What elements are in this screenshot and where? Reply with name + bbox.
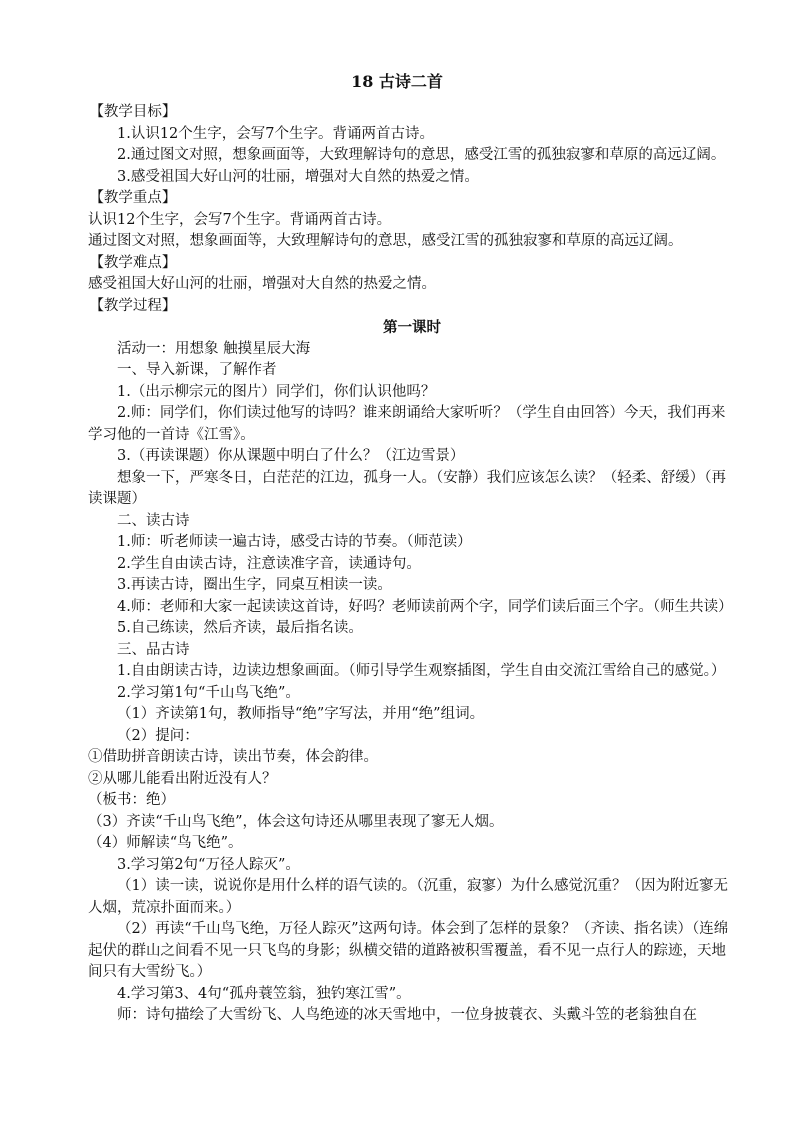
paragraph: 4.学习第3、4句“孤舟蓑笠翁，独钓寒江雪”。 (117, 985, 411, 1002)
paragraph: （1）齐读第1句，教师指导“绝”字写法，并用“绝”组词。 (117, 706, 485, 722)
paragraph: 2.师：同学们，你们读过他写的诗吗？谁来朗诵给大家听听？（学生自由回答）今天，我们再来学习他的一首诗《江雪》。 (88, 405, 726, 443)
page-title: 18 古诗二首 (351, 72, 443, 91)
paragraph: 1.认识12个生字，会写7个生字。背诵两首古诗。 (117, 125, 435, 142)
paragraph: 4.师：老师和大家一起读读这首诗，好吗？老师读前两个字，同学们读后面三个字。（师生共读） (117, 598, 733, 615)
paragraph: 师：诗句描绘了大雪纷飞、人鸟绝迹的冰天雪地中，一位身披蓑衣、头戴斗笠的老翁独自在 (117, 1007, 697, 1023)
paragraph: 3.（再读课题）你从课题中明白了什么？（江边雪景） (117, 448, 465, 464)
paragraph: 3.感受祖国大好山河的壮丽，增强对大自然的热爱之情。 (117, 168, 479, 185)
paragraph: 2.学生自由读古诗，注意读准字音，读通诗句。 (117, 555, 421, 572)
paragraph: 【教学重点】 (89, 190, 177, 206)
paragraph: 三、品古诗 (117, 641, 190, 658)
paragraph: 感受祖国大好山河的壮丽，增强对大自然的热爱之情。 (88, 276, 436, 292)
paragraph: （3）齐读“千山鸟飞绝”，体会这句诗还从哪里表现了寥无人烟。 (88, 813, 504, 830)
paragraph: （4）师解读“鸟飞绝”。 (88, 835, 243, 851)
paragraph: 二、读古诗 (117, 512, 190, 529)
paragraph: 认识12个生字，会写7个生字。背诵两首古诗。 (88, 211, 392, 228)
paragraph: （板书：绝） (88, 792, 175, 808)
paragraph: 【教学过程】 (89, 297, 177, 314)
paragraph: 2.学习第1句“千山鸟飞绝”。 (117, 684, 300, 701)
paragraph: 一、导入新课，了解作者 (117, 362, 277, 378)
paragraph: 2.通过图文对照，想象画面等，大致理解诗句的意思，感受江雪的孤独寂寥和草原的高远辽阔。 (117, 147, 726, 163)
paragraph: 通过图文对照，想象画面等，大致理解诗句的意思，感受江雪的孤独寂寥和草原的高远辽阔。 (88, 233, 683, 249)
paragraph: 5.自己练读，然后齐读，最后指名读。 (117, 620, 363, 636)
paragraph: 想象一下，严寒冬日，白茫茫的江边，孤身一人。（安静）我们应该怎么读？（轻柔、舒缓）（再读课题） (88, 469, 726, 507)
paragraph: 【教学难点】 (89, 254, 177, 271)
paragraph: 1.师：听老师读一遍古诗，感受古诗的节奏。（师范读） (117, 534, 472, 550)
paragraph: ①借助拼音朗读古诗，读出节奏，体会韵律。 (88, 749, 378, 765)
paragraph: 第一课时 (383, 319, 441, 336)
paragraph: 1.自由朗读古诗，边读边想象画面。（师引导学生观察插图，学生自由交流江雪给自己的感觉。） (117, 663, 726, 679)
paragraph: （2）再读“千山鸟飞绝，万径人踪灭”这两句诗。体会到了怎样的景象？（齐读、指名读）（连绵起伏的群山之间看不见一只飞鸟的身影；纵横交错的道路被积雪覆盖，看不见一点行人的踪迹，天地间只有大雪纷飞。） (88, 921, 729, 980)
paragraph: 3.再读古诗，圈出生字，同桌互相读一读。 (117, 577, 392, 593)
paragraph: ②从哪儿能看出附近没有人？ (88, 770, 277, 787)
paragraph: 3.学习第2句“万径人踪灭”。 (117, 856, 300, 873)
document-body (88, 102, 736, 1027)
paragraph: 【教学目标】 (89, 104, 177, 120)
paragraph: （2）提问： (117, 727, 199, 744)
paragraph: 1.（出示柳宗元的图片）同学们，你们认识他吗？ (117, 383, 436, 400)
paragraph: 活动一：用想象 触摸星辰大海 (117, 340, 311, 357)
paragraph: （1）读一读，说说你是用什么样的语气读的。（沉重，寂寥）为什么感觉沉重？（因为附近寥无人烟，荒凉扑面而来。） (88, 878, 728, 916)
